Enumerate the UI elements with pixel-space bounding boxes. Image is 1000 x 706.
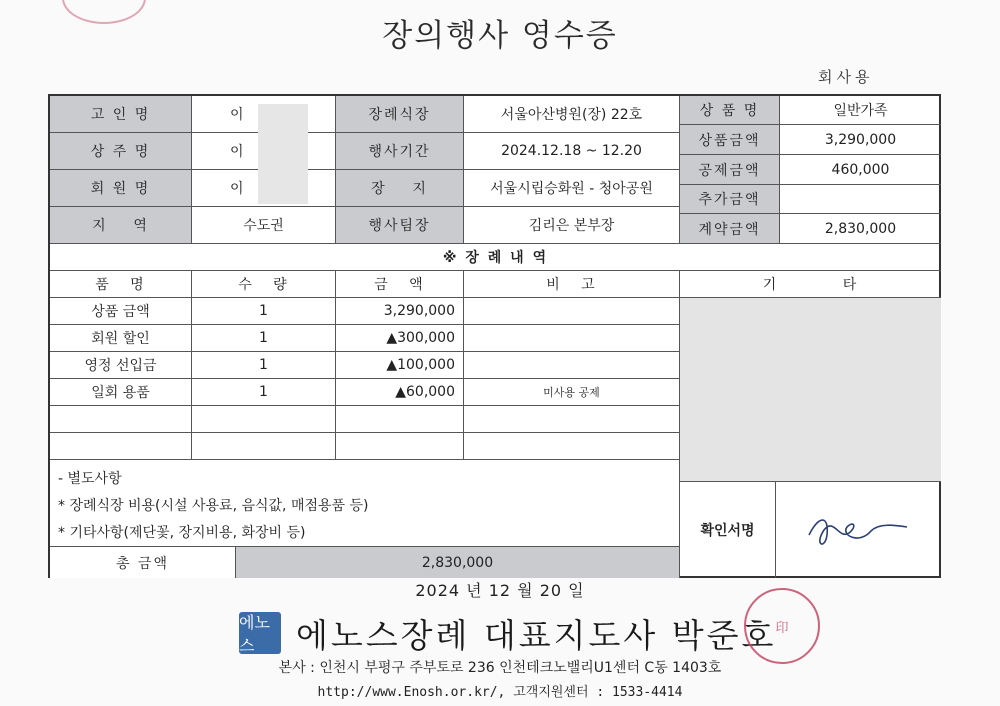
header-etc: 기 타 xyxy=(680,271,941,298)
item-name: 상품 금액 xyxy=(50,298,192,325)
issue-date: 2024 년 12 월 20 일 xyxy=(415,581,585,600)
value-additional-amount xyxy=(780,185,941,214)
receipt-table xyxy=(48,94,941,578)
item-name: 영정 선입금 xyxy=(50,352,192,379)
value-event-manager: 김리은 본부장 xyxy=(464,207,680,244)
item-amount: ▲300,000 xyxy=(336,325,464,352)
value-total: 2,830,000 xyxy=(236,547,680,578)
document-title: 장의행사 영수증 xyxy=(382,18,618,54)
value-funeral-hall: 서울아산병원(장) 22호 xyxy=(464,96,680,133)
label-total: 총 금액 xyxy=(50,547,236,578)
item-qty xyxy=(192,433,336,460)
signature-mark xyxy=(799,505,919,555)
item-note xyxy=(464,433,680,460)
note-line: - 별도사항 xyxy=(58,471,122,487)
company-name: 에노스장례 대표지도사 박준호 xyxy=(296,616,777,655)
item-amount: 3,290,000 xyxy=(336,298,464,325)
label-member: 회 원 명 xyxy=(50,170,192,207)
item-qty: 1 xyxy=(192,352,336,379)
item-name xyxy=(50,406,192,433)
value-contract-amount: 2,830,000 xyxy=(780,214,941,244)
value-deceased: 이 xyxy=(192,96,336,133)
signature-area xyxy=(776,482,941,578)
item-qty: 1 xyxy=(192,325,336,352)
label-region: 지 역 xyxy=(50,207,192,244)
label-deceased: 고 인 명 xyxy=(50,96,192,133)
label-confirm-signature: 확인서명 xyxy=(680,482,776,578)
copy-label: 회사용 xyxy=(818,68,874,86)
item-qty: 1 xyxy=(192,298,336,325)
item-name: 회원 할인 xyxy=(50,325,192,352)
etc-redacted-area xyxy=(680,298,941,482)
label-product-name: 상 품 명 xyxy=(680,96,780,125)
label-funeral-hall: 장례식장 xyxy=(336,96,464,133)
header-item-name: 품 명 xyxy=(50,271,192,298)
item-amount: ▲60,000 xyxy=(336,379,464,406)
value-burial-site: 서울시립승화원 - 청아공원 xyxy=(464,170,680,207)
header-quantity: 수 량 xyxy=(192,271,336,298)
item-amount xyxy=(336,406,464,433)
item-note xyxy=(464,298,680,325)
label-contract-amount: 계약금액 xyxy=(680,214,780,244)
value-product-name: 일반가족 xyxy=(780,96,941,125)
note-line: * 장례식장 비용(시설 사용료, 음식값, 매점용품 등) xyxy=(58,498,369,514)
item-qty: 1 xyxy=(192,379,336,406)
label-event-period: 행사기간 xyxy=(336,133,464,170)
label-chief-mourner: 상 주 명 xyxy=(50,133,192,170)
item-note xyxy=(464,406,680,433)
company-seal-stamp: 印 xyxy=(744,588,820,664)
company-logo: 에노스 xyxy=(239,612,281,654)
label-deduction-amount: 공제금액 xyxy=(680,155,780,185)
label-additional-amount: 추가금액 xyxy=(680,185,780,214)
item-note: 미사용 공제 xyxy=(464,379,680,406)
value-deduction-amount: 460,000 xyxy=(780,155,941,185)
header-amount: 금 액 xyxy=(336,271,464,298)
header-note: 비 고 xyxy=(464,271,680,298)
notes-section xyxy=(50,460,680,547)
section-title: ※ 장 례 내 역 xyxy=(50,244,941,271)
value-region: 수도권 xyxy=(192,207,336,244)
label-product-amount: 상품금액 xyxy=(680,125,780,155)
value-chief-mourner: 이 xyxy=(192,133,336,170)
item-amount xyxy=(336,433,464,460)
label-burial-site: 장 지 xyxy=(336,170,464,207)
value-event-period: 2024.12.18 ~ 12.20 xyxy=(464,133,680,170)
label-event-manager: 행사팀장 xyxy=(336,207,464,244)
item-qty xyxy=(192,406,336,433)
item-note xyxy=(464,352,680,379)
value-product-amount: 3,290,000 xyxy=(780,125,941,155)
value-member: 이 xyxy=(192,170,336,207)
item-note xyxy=(464,325,680,352)
company-address: 본사 : 인천시 부평구 주부토로 236 인천테크노밸리U1센터 C동 1403호 xyxy=(278,660,722,676)
redaction-block xyxy=(258,104,308,204)
item-amount: ▲100,000 xyxy=(336,352,464,379)
item-name xyxy=(50,433,192,460)
item-name: 일회 용품 xyxy=(50,379,192,406)
note-line: * 기타사항(제단꽃, 장지비용, 화장비 등) xyxy=(58,525,306,541)
company-website: http://www.Enosh.or.kr/, 고객지원센터 : 1533-4414 xyxy=(317,685,683,700)
